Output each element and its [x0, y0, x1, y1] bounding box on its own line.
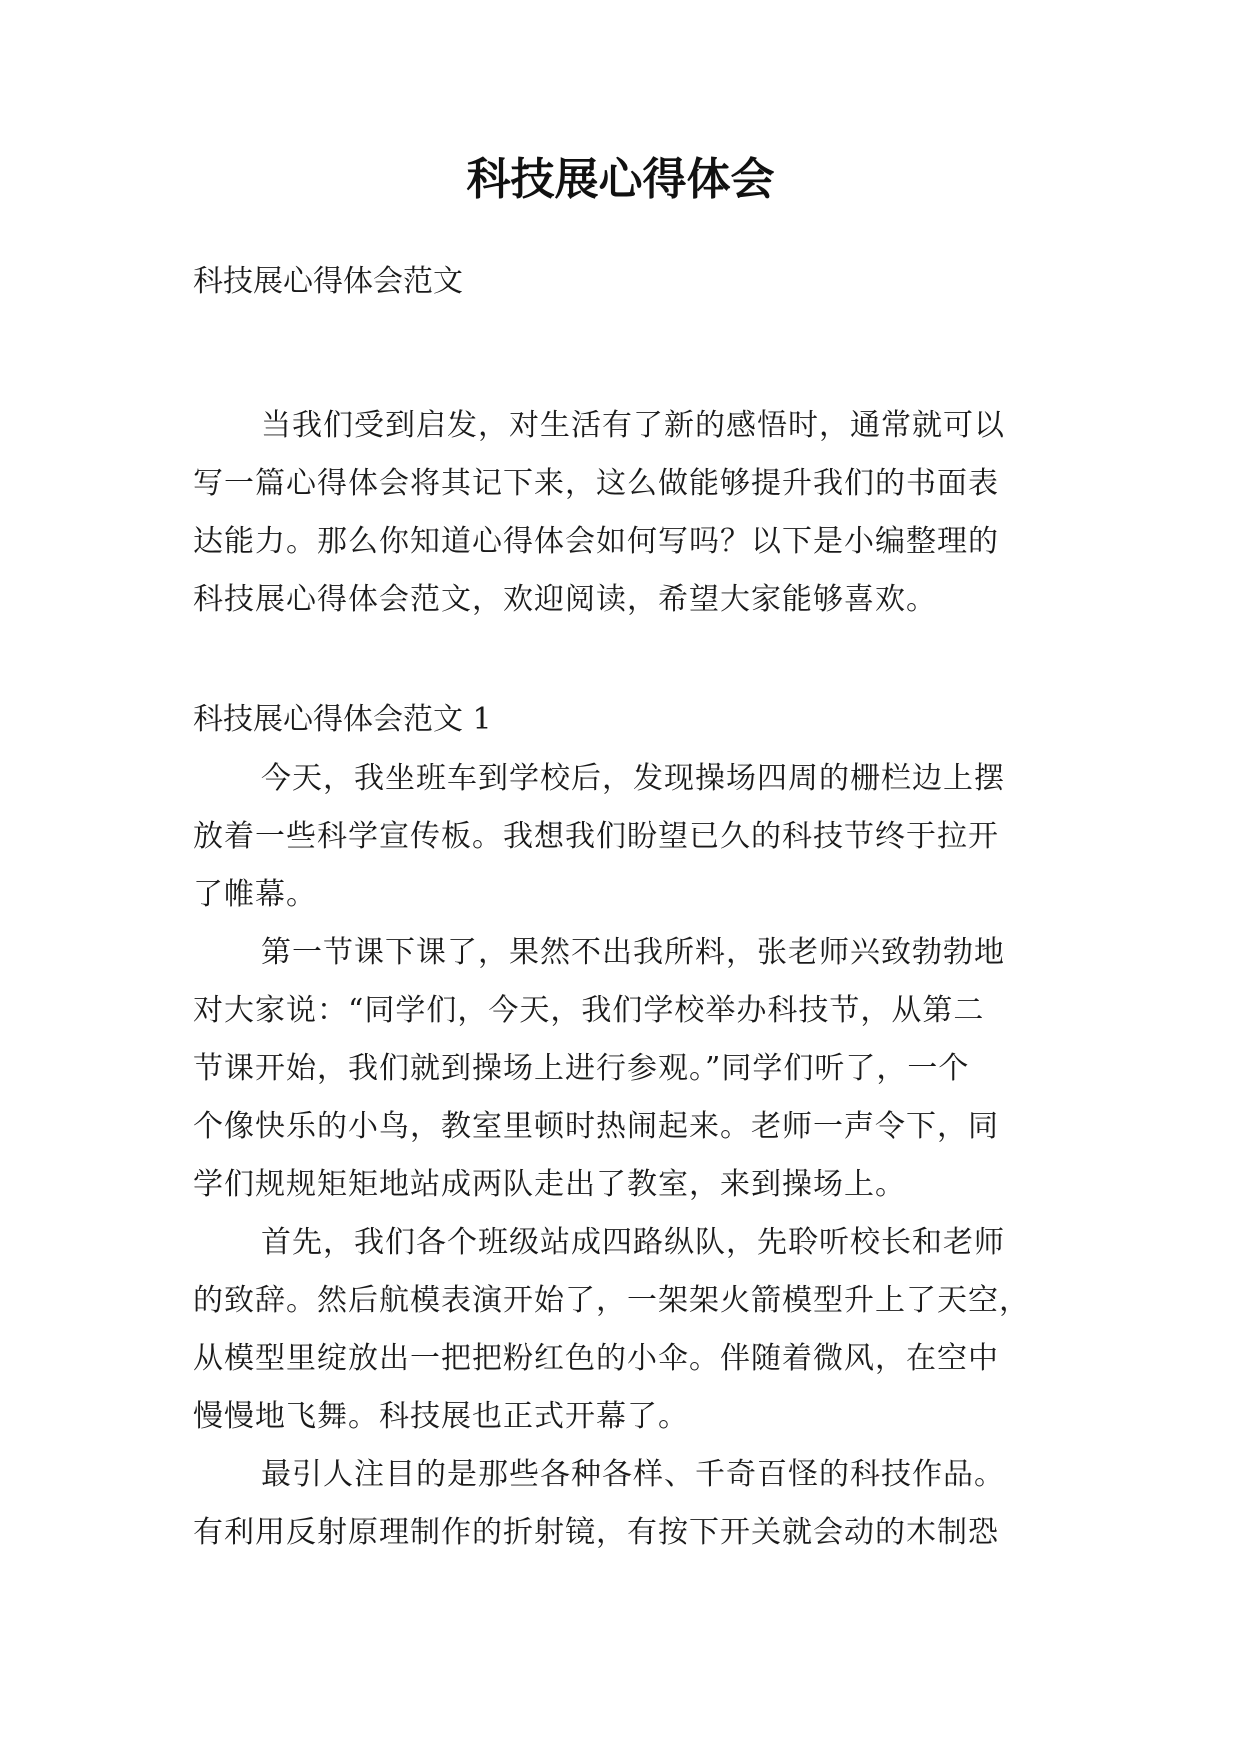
- body-line: 放着一些科学宣传板。我想我们盼望已久的科技节终于拉开: [193, 819, 999, 854]
- intro-line: 达能力。那么你知道心得体会如何写吗？以下是小编整理的: [193, 524, 999, 559]
- body-line: 节课开始，我们就到操场上进行参观。”同学们听了，一个: [193, 1051, 970, 1086]
- body-line: 第一节课下课了，果然不出我所料，张老师兴致勃勃地: [261, 935, 1005, 970]
- document-title: 科技展心得体会: [466, 154, 775, 205]
- section-heading: 科技展心得体会范文 1: [193, 702, 492, 737]
- intro-line: 写一篇心得体会将其记下来，这么做能够提升我们的书面表: [193, 466, 999, 501]
- body-line: 从模型里绽放出一把把粉红色的小伞。伴随着微风，在空中: [193, 1341, 999, 1376]
- body-line: 对大家说：“同学们，今天，我们学校举办科技节，从第二: [193, 993, 985, 1028]
- document-subtitle: 科技展心得体会范文: [193, 264, 463, 299]
- body-line: 首先，我们各个班级站成四路纵队，先聆听校长和老师: [261, 1225, 1005, 1260]
- body-line: 最引人注目的是那些各种各样、千奇百怪的科技作品。: [261, 1457, 1005, 1492]
- body-line: 的致辞。然后航模表演开始了，一架架火箭模型升上了天空，: [193, 1283, 1030, 1318]
- intro-line: 当我们受到启发，对生活有了新的感悟时，通常就可以: [261, 408, 1005, 443]
- body-line: 了帷幕。: [193, 877, 317, 912]
- body-line: 个像快乐的小鸟，教室里顿时热闹起来。老师一声令下，同: [193, 1109, 999, 1144]
- body-line: 学们规规矩矩地站成两队走出了教室，来到操场上。: [193, 1167, 906, 1202]
- body-line: 慢慢地飞舞。科技展也正式开幕了。: [193, 1399, 689, 1434]
- intro-paragraph: [193, 397, 1073, 629]
- body-line: 今天，我坐班车到学校后，发现操场四周的栅栏边上摆: [261, 761, 1005, 796]
- intro-line: 科技展心得体会范文，欢迎阅读，希望大家能够喜欢。: [193, 582, 937, 617]
- body-text: [193, 750, 1073, 1562]
- body-line: 有利用反射原理制作的折射镜，有按下开关就会动的木制恐: [193, 1515, 999, 1550]
